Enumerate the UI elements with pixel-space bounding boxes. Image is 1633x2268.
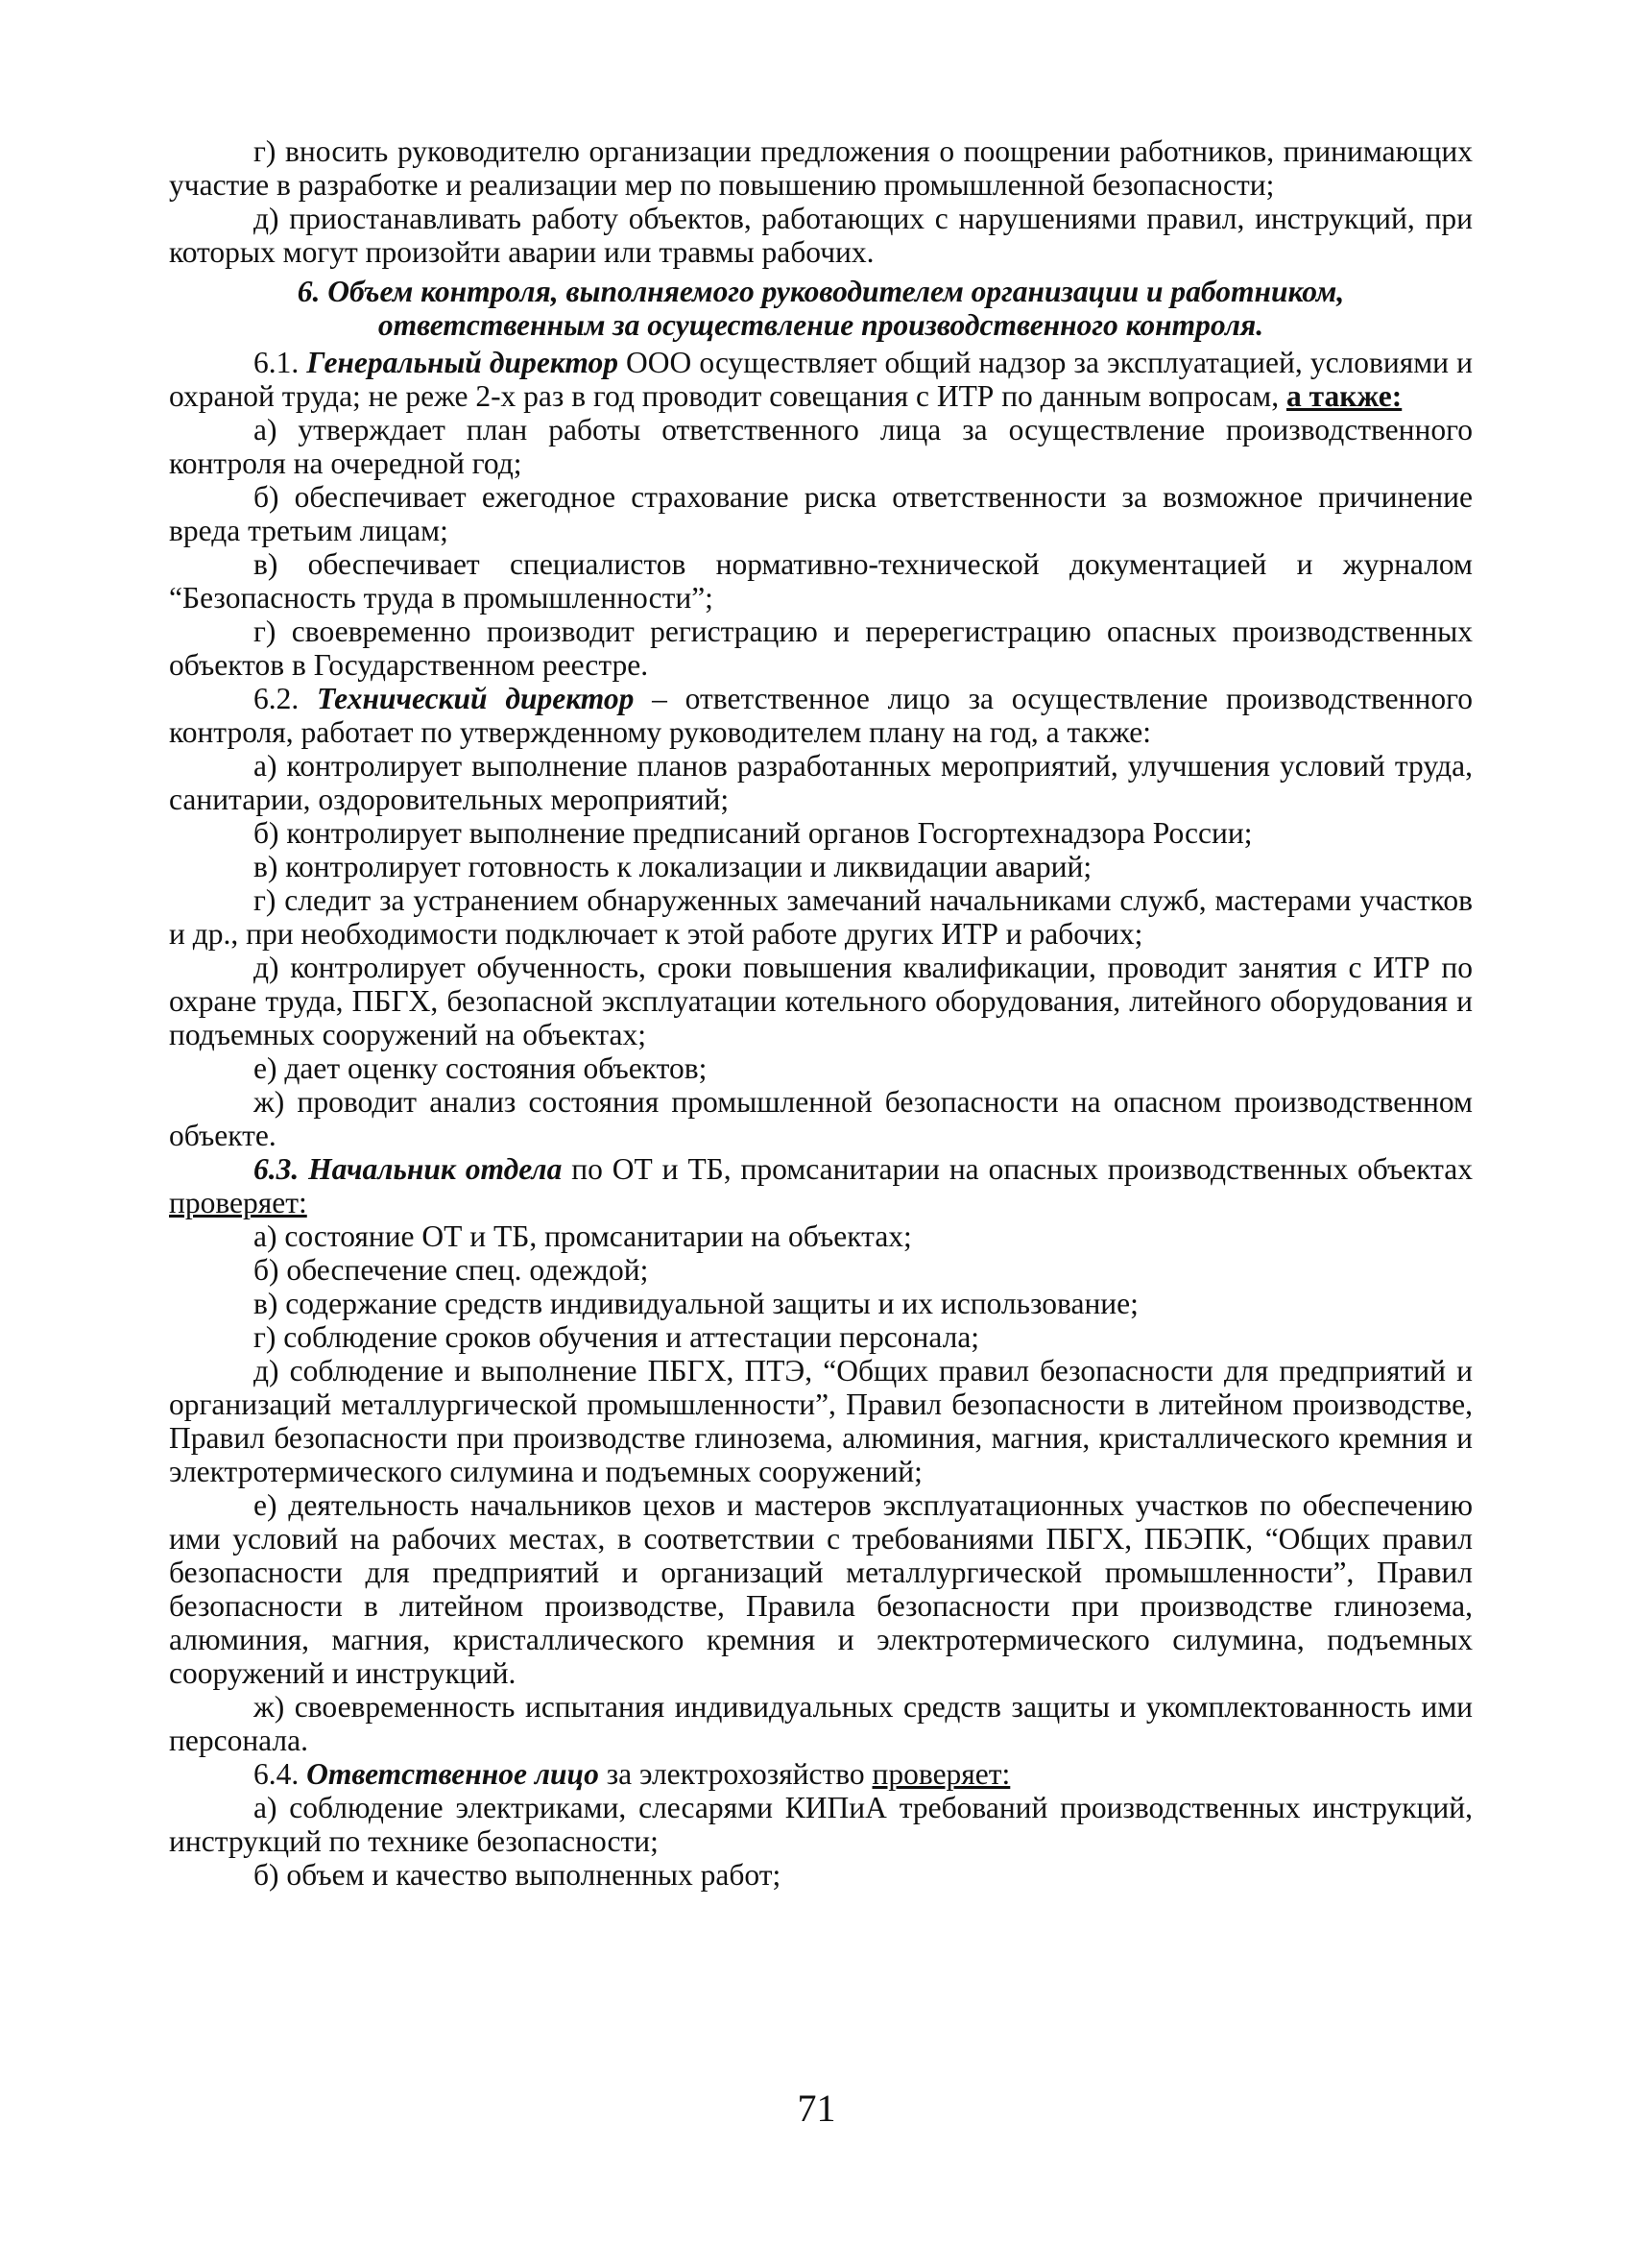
clause-6-4-verb: проверяет: (872, 1757, 1011, 1791)
clause-6-1-item-g: г) своевременно производит регистрацию и перерегистрацию опасных производственных объектов в Государственном реестре. (169, 615, 1473, 682)
clause-6-3-item-e: е) деятельность начальников цехов и мастеров эксплуатационных участков по обеспечению ими условий на рабочих местах, в соответствии с требованиями ПБГХ, ПБЭПК, “Общих правил безопасности для предприятий и организаций металлургической промышленности”, Правил безопасности в литейном производстве, Правила безопасности при производстве глинозема, алюминия, магния, кристаллического кремния и электротермического силумина, подъемных сооружений и инструкций. (169, 1488, 1473, 1690)
clause-6-2-text: – ответственное лицо за осуществление производственного контроля, работает по утвержденному руководителем плану на год, а также: (169, 682, 1474, 749)
clause-6-2-number: 6.2. (253, 682, 318, 715)
clause-6-1-item-a: а) утверждает план работы ответственного лица за осуществление производственного контроля на очередной год; (169, 413, 1473, 480)
clause-6-2-item-g: г) следит за устранением обнаруженных замечаний начальниками служб, мастерами участков и др., при необходимости подключает к этой работе других ИТР и рабочих; (169, 883, 1473, 951)
clause-6-2 (169, 682, 1473, 749)
clause-6-4-text: за электрохозяйство (598, 1757, 873, 1791)
clause-6-4-item-a: а) соблюдение электриками, слесарями КИПиА требований производственных инструкций, инструкций по технике безопасности; (169, 1791, 1473, 1858)
clause-6-2-item-v: в) контролирует готовность к локализации и ликвидации аварий; (253, 850, 1093, 883)
clause-6-1-title: Генеральный директор (306, 346, 618, 379)
clause-6-1-number: 6.1. (253, 346, 307, 379)
clause-6-1-item-b: б) обеспечивает ежегодное страхование риска ответственности за возможное причинение вреда третьим лицам; (169, 480, 1473, 547)
clause-6-3-item-zh: ж) своевременность испытания индивидуальных средств защиты и укомплектованность ими персонала. (169, 1690, 1473, 1757)
clause-6-4-number: 6.4. (253, 1757, 307, 1791)
paragraph-item-d: д) приостанавливать работу объектов, работающих с нарушениями правил, инструкций, при которых могут произойти аварии или травмы рабочих. (169, 202, 1473, 269)
clause-6-4 (169, 1757, 1473, 1791)
clause-6-3-verb: проверяет: (169, 1186, 307, 1219)
section-heading-line-1: 6. Объем контроля, выполняемого руководителем организации и работником, (297, 275, 1345, 308)
clause-6-1-also: а также: (1285, 379, 1403, 413)
clause-6-1-text: ООО осуществляет общий надзор за эксплуатацией, условиями и охраной труда; не реже 2-х раз в год проводит совещания с ИТР по данным вопросам, (169, 346, 1473, 413)
section-heading-line-2: ответственным за осуществление производственного контроля. (377, 308, 1264, 342)
clause-6-3-number: 6.3. (253, 1152, 309, 1186)
clause-6-3-item-g: г) соблюдение сроков обучения и аттестации персонала; (253, 1320, 980, 1354)
clause-6-2-title: Технический директор (317, 682, 635, 715)
clause-6-4-item-b: б) объем и качество выполненных работ; (253, 1858, 781, 1892)
clause-6-2-item-d: д) контролирует обученность, сроки повышения квалификации, проводит занятия с ИТР по охране труда, ПБГХ, безопасной эксплуатации котельного оборудования, литейного оборудования и подъемных сооружений на объектах; (169, 951, 1473, 1051)
document-page (169, 134, 1473, 1892)
clause-6-3 (169, 1152, 1473, 1219)
page-number: 71 (797, 2087, 836, 2130)
clause-6-3-title: Начальник отдела (308, 1152, 563, 1186)
clause-6-3-item-b: б) обеспечение спец. одеждой; (253, 1253, 649, 1287)
clause-6-2-item-b: б) контролирует выполнение предписаний органов Госгортехнадзора России; (253, 816, 1253, 850)
clause-6-3-item-d: д) соблюдение и выполнение ПБГХ, ПТЭ, “Общих правил безопасности для предприятий и организаций металлургической промышленности”, Правил безопасности в литейном производстве, Правил безопасности при производстве глинозема, алюминия, магния, кристаллического кремния и электротермического силумина и подъемных сооружений; (169, 1354, 1473, 1488)
clause-6-1-item-v: в) обеспечивает специалистов нормативно-технической документацией и журналом “Безопасность труда в промышленности”; (169, 547, 1473, 615)
clause-6-2-item-a: а) контролирует выполнение планов разработанных мероприятий, улучшения условий труда, санитарии, оздоровительных мероприятий; (169, 749, 1473, 816)
clause-6-1 (169, 346, 1473, 413)
section-heading (169, 275, 1473, 342)
clause-6-3-text: по ОТ и ТБ, промсанитарии на опасных производственных объектах (562, 1152, 1474, 1186)
paragraph-item-g: г) вносить руководителю организации предложения о поощрении работников, принимающих участие в разработке и реализации мер по повышению промышленной безопасности; (169, 134, 1473, 202)
clause-6-3-item-v: в) содержание средств индивидуальной защиты и их использование; (253, 1287, 1139, 1320)
clause-6-2-item-e: е) дает оценку состояния объектов; (253, 1051, 708, 1085)
clause-6-4-title: Ответственное лицо (306, 1757, 599, 1791)
clause-6-2-item-zh: ж) проводит анализ состояния промышленной безопасности на опасном производственном объекте. (169, 1085, 1473, 1152)
clause-6-3-item-a: а) состояние ОТ и ТБ, промсанитарии на объектах; (253, 1219, 912, 1253)
